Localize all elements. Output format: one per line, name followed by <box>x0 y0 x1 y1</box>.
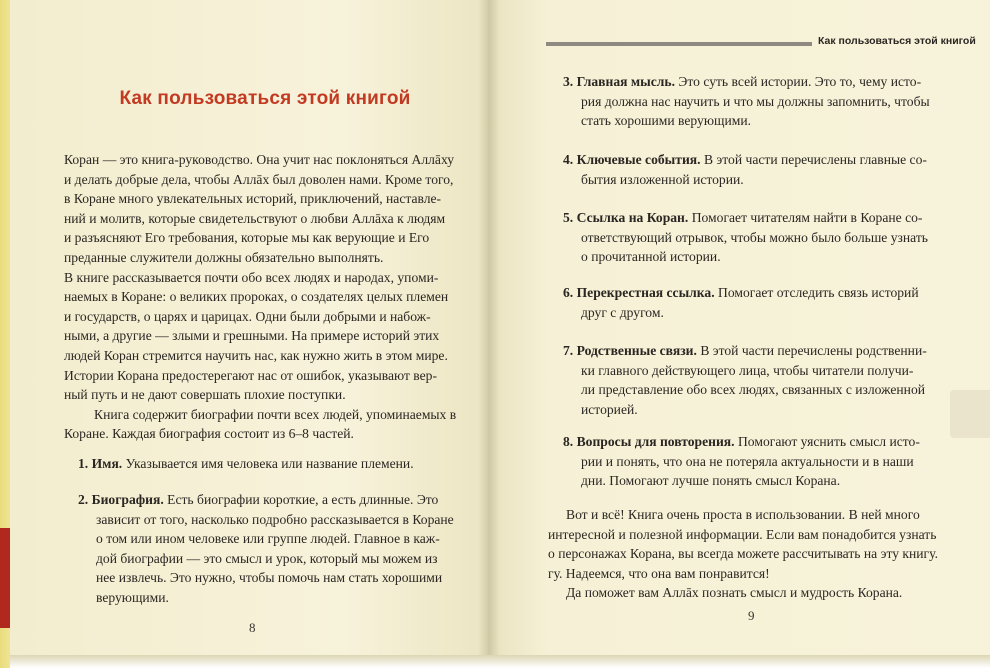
text-line: Да поможет вам Аллāх познать смысл и мудрость Корана. <box>566 585 903 601</box>
text-line: о прочитанной истории. <box>581 249 721 265</box>
text-line: зависит от того, насколько подробно рассказывается в Коране <box>96 511 454 527</box>
text-line: наемых в Коране: о великих пророках, о создателях целых племен <box>64 289 449 305</box>
item-lead: Родственные связи. <box>576 343 697 358</box>
text-line: бытия изложенной истории. <box>581 171 744 187</box>
intro-text <box>64 150 464 444</box>
item-lead: Ключевые события. <box>576 152 701 167</box>
cover-red-band <box>0 528 10 628</box>
text-line: Помогает отследить связь историй <box>718 285 919 300</box>
text-line: о персонажах Корана, вы всегда можете рассчитывать на эту книгу. <box>548 546 938 562</box>
item-lead: Перекрестная ссылка. <box>576 285 715 300</box>
text-line: дой биографии — это смысл и урок, который мы можем из <box>96 550 438 566</box>
item-lead: Имя. <box>91 456 123 471</box>
text-line: людей Коран стремится научить нас, как нужно жить в этом мире. <box>64 347 448 363</box>
text-line: ли представление обо всех людях, связанных с изложенной <box>581 382 926 398</box>
page-bottom-shadow <box>10 655 990 668</box>
item-biography <box>78 490 468 608</box>
text-line: ний и молитв, которые свидетельствуют о любви Аллāха к людям <box>64 210 446 226</box>
text-line: ки главного действующего лица, чтобы читатели получи- <box>581 362 914 378</box>
item-main-idea <box>563 72 963 131</box>
text-line: рии и понять, что она не потеряла актуальности и в наши <box>581 453 914 469</box>
item-relatives <box>563 341 963 419</box>
text-line: В этой части перечислены главные со- <box>703 152 927 167</box>
text-line: гу. Надеемся, что она вам понравится! <box>548 565 770 581</box>
item-cross-reference <box>563 283 963 322</box>
item-number: 5. <box>563 210 574 225</box>
running-header: Как пользоваться этой книгой <box>818 35 976 47</box>
text-line: преданные служители должны обязательно выполнять. <box>64 249 384 265</box>
text-line: Есть биографии короткие, а есть длинные. Это <box>167 492 439 507</box>
text-line: верующими. <box>96 589 169 605</box>
text-line: ный путь и не дают совершать плохие поступки. <box>64 387 346 403</box>
page-number-right: 9 <box>748 608 755 623</box>
text-line: Помогает читателям найти в Коране со- <box>691 210 923 225</box>
text-line: Это суть всей истории. Это то, чему исто- <box>678 74 922 89</box>
text-line: интересной и полезной информации. Если вам понадобится узнать <box>548 526 937 542</box>
text-line: В книге рассказывается почти обо всех людях и народах, упоми- <box>64 269 439 285</box>
item-number: 7. <box>563 343 574 358</box>
text-line: Истории Корана предостерегают нас от ошибок, указывают вер- <box>64 367 437 383</box>
page-title: Как пользоваться этой книгой <box>119 88 411 109</box>
item-quran-reference <box>563 208 963 267</box>
text-line: в Коране много увлекательных историй, приключений, наставле- <box>64 191 442 207</box>
item-lead: Биография. <box>91 492 164 507</box>
text-line: и делать добрые дела, чтобы Аллāх был доволен нами. Кроме того, <box>64 171 454 187</box>
item-lead: Ссылка на Коран. <box>576 210 689 225</box>
text-line: Коране. Каждая биография состоит из 6–8 частей. <box>64 426 354 442</box>
text-line: и разъясняют Его требования, которые мы как верующие и Его <box>64 230 430 246</box>
text-line: историей. <box>581 401 638 417</box>
item-name <box>78 454 468 474</box>
closing-text <box>548 505 968 603</box>
text-line: Помогают уяснить смысл исто- <box>737 434 920 449</box>
header-rule <box>546 42 812 46</box>
text-line: ответствующий отрывок, чтобы можно было больше узнать <box>581 229 928 245</box>
item-number: 3. <box>563 74 574 89</box>
text-line: дни. Помогают лучше понять смысл Корана. <box>581 473 841 489</box>
text-line: рия должна нас научить и что мы должны запомнить, чтобы <box>581 93 930 109</box>
text-line: нее извлечь. Это нужно, чтобы помочь нам стать хорошими <box>96 570 443 586</box>
text-line: Вот и всё! Книга очень проста в использовании. В ней много <box>566 507 920 522</box>
text-line: о том или ином человеке или группе людей. Главное в каж- <box>96 531 440 547</box>
item-number: 4. <box>563 152 574 167</box>
item-lead: Вопросы для повторения. <box>576 434 735 449</box>
text-line: Книга содержит биографии почти всех людей, упоминаемых в <box>94 406 457 422</box>
text-line: ными, а другие — злыми и грешными. На примере историй этих <box>64 328 440 344</box>
item-number: 1. <box>78 456 89 471</box>
item-key-events <box>563 150 963 189</box>
text-line: Указывается имя человека или название племени. <box>125 456 414 471</box>
text-line: и государств, о царях и царицах. Одни были добрыми и набож- <box>64 308 431 324</box>
text-line: В этой части перечислены родственни- <box>700 343 927 358</box>
item-lead: Главная мысль. <box>576 74 675 89</box>
text-line: стать хорошими верующими. <box>581 113 752 129</box>
item-number: 2. <box>78 492 89 507</box>
text-line: друг с другом. <box>581 304 664 320</box>
item-number: 6. <box>563 285 574 300</box>
text-line: Коран — это книга-руководство. Она учит нас поклоняться Аллāху <box>64 152 455 167</box>
item-number: 8. <box>563 434 574 449</box>
page-number-left: 8 <box>249 620 256 635</box>
item-review-questions <box>563 432 963 491</box>
